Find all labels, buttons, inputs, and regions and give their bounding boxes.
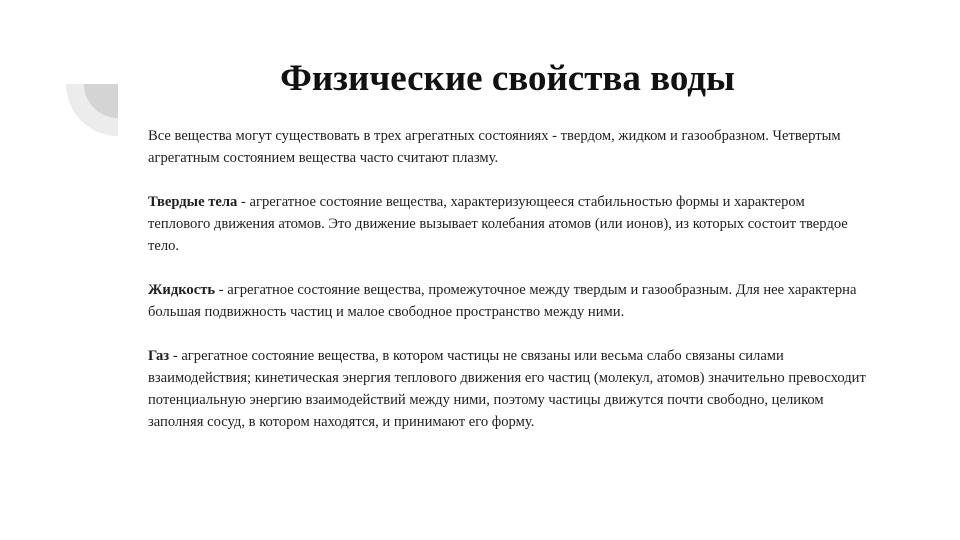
gas-term: Газ <box>148 348 170 364</box>
solid-paragraph <box>148 191 868 257</box>
gas-definition: - агрегатное состояние вещества, в котором частицы не связаны или весьма слабо связаны силами взаимодействия; кинетическая энергия теплового движения его частиц (молекул, атомов) значительно превосходит потенциальную энергию взаимодействий между ними, поэтому частицы движутся почти свободно, целиком заполняя сосуд, в котором находятся, и принимают его форму. <box>148 348 866 430</box>
solid-term: Твердые тела <box>148 194 238 210</box>
slide-body <box>148 125 868 455</box>
liquid-term: Жидкость <box>148 282 216 298</box>
slide-title: Физические свойства воды <box>280 58 735 99</box>
liquid-paragraph <box>148 279 868 323</box>
solid-definition: - агрегатное состояние вещества, характеризующееся стабильностью формы и характером теплового движения атомов. Это движение вызывает колебания атомов (или ионов), из которых состоит твердое тело. <box>148 194 848 254</box>
intro-paragraph: Все вещества могут существовать в трех агрегатных состояниях - твердом, жидком и газообразном. Четвертым агрегатным состоянием вещества часто считают плазму. <box>148 128 841 166</box>
liquid-definition: - агрегатное состояние вещества, промежуточное между твердым и газообразным. Для нее характерна большая подвижность частиц и малое свободное пространство между ними. <box>148 282 857 320</box>
gas-paragraph <box>148 345 868 433</box>
